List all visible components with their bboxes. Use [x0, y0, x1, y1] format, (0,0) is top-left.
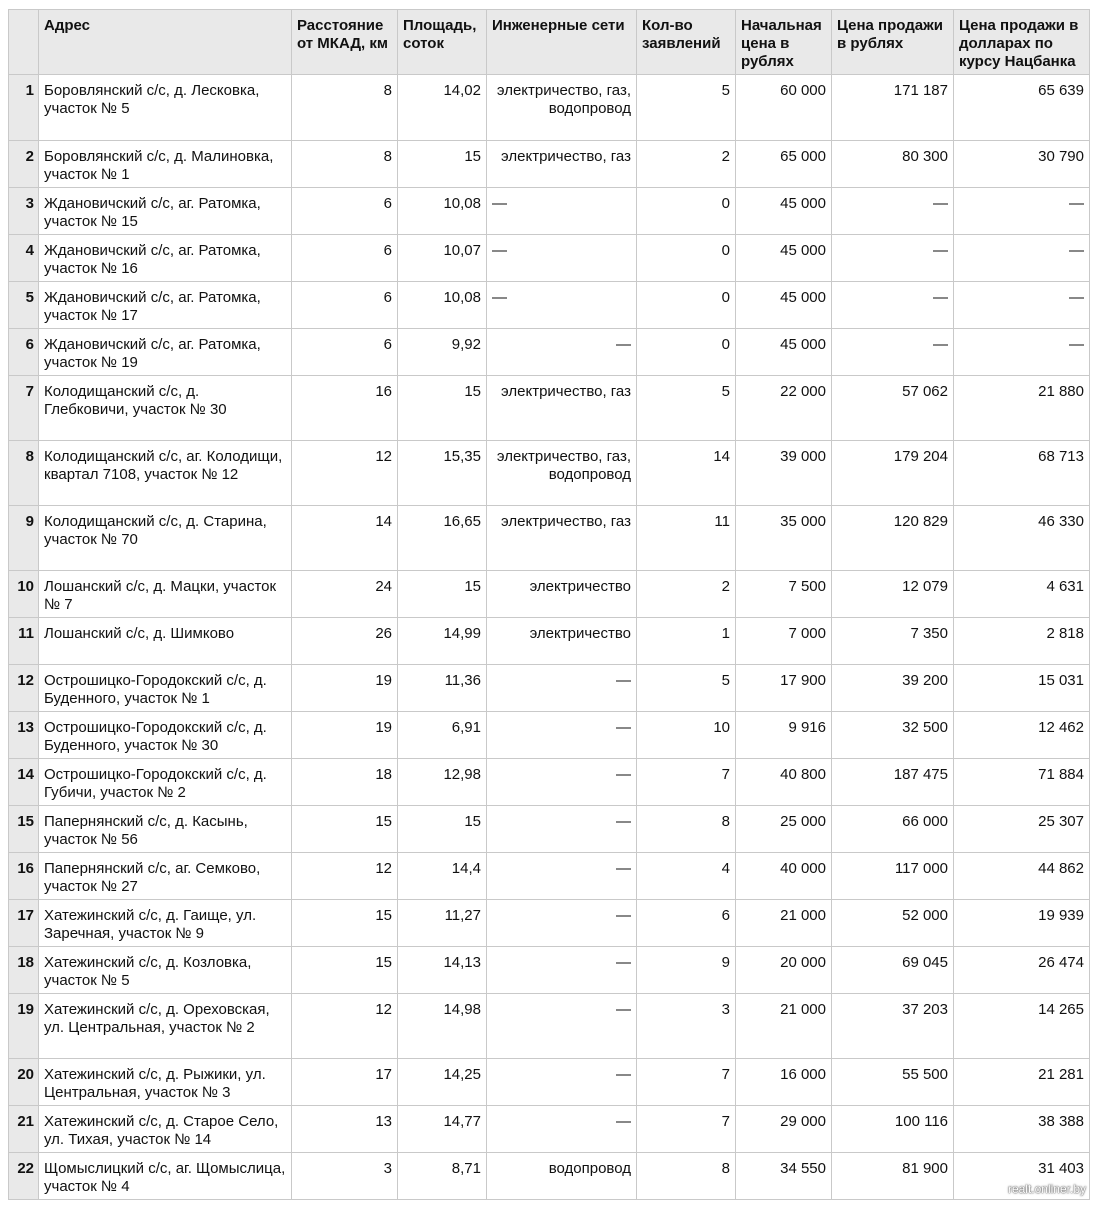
table-body	[9, 75, 1090, 1200]
applications-header: Кол-во заявлений	[637, 10, 736, 75]
distance-cell: 6	[292, 282, 398, 329]
area-cell: 14,13	[398, 947, 487, 994]
start-price-cell: 45 000	[736, 329, 832, 376]
row-index: 2	[9, 141, 39, 188]
utilities-cell: —	[487, 282, 637, 329]
table-row	[9, 618, 1090, 665]
table-row	[9, 506, 1090, 571]
area-cell: 10,07	[398, 235, 487, 282]
sale-price-usd-cell: 65 639	[954, 75, 1090, 141]
table-row	[9, 806, 1090, 853]
distance-cell: 17	[292, 1059, 398, 1106]
area-cell: 15	[398, 141, 487, 188]
address-cell: Ждановичский с/с, аг. Ратомка, участок № 17	[39, 282, 292, 329]
land-plots-table	[8, 9, 1090, 1200]
utilities-header: Инженерные сети	[487, 10, 637, 75]
area-cell: 8,71	[398, 1153, 487, 1200]
utilities-cell: электричество, газ, водопровод	[487, 441, 637, 506]
start-price-cell: 16 000	[736, 1059, 832, 1106]
table-row	[9, 947, 1090, 994]
applications-cell: 0	[637, 329, 736, 376]
area-cell: 14,98	[398, 994, 487, 1059]
row-index: 7	[9, 376, 39, 441]
row-index: 21	[9, 1106, 39, 1153]
distance-cell: 14	[292, 506, 398, 571]
address-cell: Лошанский с/с, д. Мацки, участок № 7	[39, 571, 292, 618]
start-price-cell: 40 000	[736, 853, 832, 900]
start-price-cell: 7 000	[736, 618, 832, 665]
start-price-cell: 17 900	[736, 665, 832, 712]
table-row	[9, 441, 1090, 506]
address-cell: Ждановичский с/с, аг. Ратомка, участок № 15	[39, 188, 292, 235]
start-price-cell: 45 000	[736, 282, 832, 329]
area-cell: 10,08	[398, 188, 487, 235]
address-cell: Ждановичский с/с, аг. Ратомка, участок № 19	[39, 329, 292, 376]
utilities-cell: —	[487, 759, 637, 806]
row-index: 15	[9, 806, 39, 853]
address-cell: Острошицко-Городокский с/с, д. Губичи, участок № 2	[39, 759, 292, 806]
sale-price-usd-cell: 46 330	[954, 506, 1090, 571]
sale-price-usd-cell: 31 403	[954, 1153, 1090, 1200]
table-row	[9, 235, 1090, 282]
applications-cell: 7	[637, 759, 736, 806]
distance-cell: 6	[292, 329, 398, 376]
start-price-cell: 45 000	[736, 235, 832, 282]
utilities-cell: электричество, газ	[487, 141, 637, 188]
table-row	[9, 376, 1090, 441]
address-cell: Колодищанский с/с, д. Старина, участок № 70	[39, 506, 292, 571]
address-cell: Хатежинский с/с, д. Гаище, ул. Заречная, участок № 9	[39, 900, 292, 947]
table-row	[9, 712, 1090, 759]
area-header: Площадь, соток	[398, 10, 487, 75]
distance-cell: 8	[292, 141, 398, 188]
sale-price-usd-cell: 19 939	[954, 900, 1090, 947]
sale-price-rub-cell: 32 500	[832, 712, 954, 759]
table-row	[9, 665, 1090, 712]
table-row	[9, 282, 1090, 329]
utilities-cell: —	[487, 900, 637, 947]
distance-cell: 16	[292, 376, 398, 441]
distance-cell: 12	[292, 994, 398, 1059]
sale-price-usd-cell: 30 790	[954, 141, 1090, 188]
distance-cell: 6	[292, 235, 398, 282]
address-cell: Боровлянский с/с, д. Лесковка, участок № 5	[39, 75, 292, 141]
sale-price-rub-cell: 12 079	[832, 571, 954, 618]
table-row	[9, 571, 1090, 618]
distance-cell: 19	[292, 712, 398, 759]
sale-price-rub-cell: 55 500	[832, 1059, 954, 1106]
utilities-cell: —	[487, 947, 637, 994]
start-price-cell: 60 000	[736, 75, 832, 141]
sale-price-rub-cell: 69 045	[832, 947, 954, 994]
table-row	[9, 141, 1090, 188]
applications-cell: 8	[637, 806, 736, 853]
distance-cell: 12	[292, 441, 398, 506]
row-index: 12	[9, 665, 39, 712]
sale-price-rub-cell: 120 829	[832, 506, 954, 571]
utilities-cell: электричество	[487, 618, 637, 665]
sale-price-rub-cell: 39 200	[832, 665, 954, 712]
utilities-cell: —	[487, 994, 637, 1059]
area-cell: 10,08	[398, 282, 487, 329]
row-index: 6	[9, 329, 39, 376]
area-cell: 14,99	[398, 618, 487, 665]
utilities-cell: —	[487, 665, 637, 712]
sale-price-rub-cell: —	[832, 282, 954, 329]
area-cell: 14,02	[398, 75, 487, 141]
sale-price-usd-cell: 14 265	[954, 994, 1090, 1059]
sale-price-usd-cell: 21 880	[954, 376, 1090, 441]
address-cell: Лошанский с/с, д. Шимково	[39, 618, 292, 665]
start-price-cell: 39 000	[736, 441, 832, 506]
start-price-cell: 29 000	[736, 1106, 832, 1153]
area-cell: 6,91	[398, 712, 487, 759]
distance-cell: 3	[292, 1153, 398, 1200]
applications-cell: 0	[637, 188, 736, 235]
row-index: 20	[9, 1059, 39, 1106]
applications-cell: 8	[637, 1153, 736, 1200]
distance-cell: 15	[292, 806, 398, 853]
applications-cell: 3	[637, 994, 736, 1059]
sale-price-rub-cell: 100 116	[832, 1106, 954, 1153]
area-cell: 15	[398, 806, 487, 853]
row-index: 13	[9, 712, 39, 759]
table-row	[9, 900, 1090, 947]
sale-price-rub-cell: —	[832, 188, 954, 235]
area-cell: 15	[398, 376, 487, 441]
area-cell: 9,92	[398, 329, 487, 376]
sale-price-usd-cell: 2 818	[954, 618, 1090, 665]
applications-cell: 5	[637, 376, 736, 441]
sale-price-rub-header: Цена продажи в рублях	[832, 10, 954, 75]
utilities-cell: водопровод	[487, 1153, 637, 1200]
address-cell: Колодищанский с/с, д. Глебковичи, участок № 30	[39, 376, 292, 441]
sale-price-usd-cell: —	[954, 282, 1090, 329]
row-index: 9	[9, 506, 39, 571]
sale-price-usd-cell: 38 388	[954, 1106, 1090, 1153]
applications-cell: 1	[637, 618, 736, 665]
applications-cell: 9	[637, 947, 736, 994]
distance-cell: 13	[292, 1106, 398, 1153]
row-index: 16	[9, 853, 39, 900]
address-cell: Боровлянский с/с, д. Малиновка, участок № 1	[39, 141, 292, 188]
sale-price-rub-cell: 117 000	[832, 853, 954, 900]
utilities-cell: —	[487, 235, 637, 282]
sale-price-usd-cell: 26 474	[954, 947, 1090, 994]
distance-cell: 19	[292, 665, 398, 712]
utilities-cell: —	[487, 188, 637, 235]
utilities-cell: электричество, газ	[487, 506, 637, 571]
address-cell: Хатежинский с/с, д. Ореховская, ул. Центральная, участок № 2	[39, 994, 292, 1059]
applications-cell: 5	[637, 665, 736, 712]
row-index: 4	[9, 235, 39, 282]
row-index: 10	[9, 571, 39, 618]
sale-price-usd-header: Цена продажи в долларах по курсу Нацбанка	[954, 10, 1090, 75]
sale-price-usd-cell: 68 713	[954, 441, 1090, 506]
watermark: realt.onliner.by	[1007, 1182, 1086, 1196]
utilities-cell: —	[487, 806, 637, 853]
applications-cell: 6	[637, 900, 736, 947]
table-row	[9, 75, 1090, 141]
area-cell: 12,98	[398, 759, 487, 806]
table-row	[9, 994, 1090, 1059]
applications-cell: 4	[637, 853, 736, 900]
start-price-header: Начальная цена в рублях	[736, 10, 832, 75]
sale-price-rub-cell: 187 475	[832, 759, 954, 806]
area-cell: 15	[398, 571, 487, 618]
address-cell: Папернянский с/с, аг. Семково, участок № 27	[39, 853, 292, 900]
sale-price-rub-cell: 66 000	[832, 806, 954, 853]
utilities-cell: —	[487, 329, 637, 376]
table-row	[9, 1106, 1090, 1153]
row-index: 8	[9, 441, 39, 506]
area-cell: 16,65	[398, 506, 487, 571]
sale-price-usd-cell: 12 462	[954, 712, 1090, 759]
start-price-cell: 21 000	[736, 900, 832, 947]
address-cell: Ждановичский с/с, аг. Ратомка, участок № 16	[39, 235, 292, 282]
table-row	[9, 1153, 1090, 1200]
table-row	[9, 853, 1090, 900]
sale-price-rub-cell: —	[832, 235, 954, 282]
sale-price-rub-cell: 7 350	[832, 618, 954, 665]
area-cell: 11,27	[398, 900, 487, 947]
applications-cell: 7	[637, 1106, 736, 1153]
row-index: 22	[9, 1153, 39, 1200]
table-row	[9, 329, 1090, 376]
address-header: Адрес	[39, 10, 292, 75]
distance-cell: 24	[292, 571, 398, 618]
address-cell: Папернянский с/с, д. Касынь, участок № 56	[39, 806, 292, 853]
start-price-cell: 21 000	[736, 994, 832, 1059]
utilities-cell: —	[487, 853, 637, 900]
row-index: 11	[9, 618, 39, 665]
sale-price-rub-cell: 37 203	[832, 994, 954, 1059]
start-price-cell: 22 000	[736, 376, 832, 441]
address-cell: Колодищанский с/с, аг. Колодищи, квартал 7108, участок № 12	[39, 441, 292, 506]
address-cell: Острошицко-Городокский с/с, д. Буденного, участок № 30	[39, 712, 292, 759]
sale-price-rub-cell: 52 000	[832, 900, 954, 947]
distance-cell: 15	[292, 947, 398, 994]
sale-price-usd-cell: —	[954, 188, 1090, 235]
start-price-cell: 45 000	[736, 188, 832, 235]
start-price-cell: 65 000	[736, 141, 832, 188]
start-price-cell: 7 500	[736, 571, 832, 618]
start-price-cell: 20 000	[736, 947, 832, 994]
row-index: 19	[9, 994, 39, 1059]
distance-cell: 18	[292, 759, 398, 806]
address-cell: Щомыслицкий с/с, аг. Щомыслица, участок № 4	[39, 1153, 292, 1200]
table-row	[9, 759, 1090, 806]
area-cell: 11,36	[398, 665, 487, 712]
area-cell: 14,4	[398, 853, 487, 900]
applications-cell: 11	[637, 506, 736, 571]
table-row	[9, 1059, 1090, 1106]
header-row	[9, 10, 1090, 75]
sale-price-rub-cell: 80 300	[832, 141, 954, 188]
applications-cell: 0	[637, 282, 736, 329]
sale-price-usd-cell: —	[954, 235, 1090, 282]
start-price-cell: 40 800	[736, 759, 832, 806]
sale-price-rub-cell: 179 204	[832, 441, 954, 506]
index-header	[9, 10, 39, 75]
address-cell: Хатежинский с/с, д. Старое Село, ул. Тихая, участок № 14	[39, 1106, 292, 1153]
sale-price-usd-cell: 15 031	[954, 665, 1090, 712]
sale-price-usd-cell: 4 631	[954, 571, 1090, 618]
start-price-cell: 34 550	[736, 1153, 832, 1200]
row-index: 17	[9, 900, 39, 947]
row-index: 5	[9, 282, 39, 329]
sale-price-usd-cell: 25 307	[954, 806, 1090, 853]
sale-price-usd-cell: —	[954, 329, 1090, 376]
start-price-cell: 25 000	[736, 806, 832, 853]
applications-cell: 10	[637, 712, 736, 759]
start-price-cell: 35 000	[736, 506, 832, 571]
address-cell: Острошицко-Городокский с/с, д. Буденного, участок № 1	[39, 665, 292, 712]
applications-cell: 7	[637, 1059, 736, 1106]
utilities-cell: —	[487, 1059, 637, 1106]
applications-cell: 5	[637, 75, 736, 141]
applications-cell: 2	[637, 571, 736, 618]
address-cell: Хатежинский с/с, д. Козловка, участок № 5	[39, 947, 292, 994]
area-cell: 14,77	[398, 1106, 487, 1153]
row-index: 3	[9, 188, 39, 235]
distance-cell: 12	[292, 853, 398, 900]
sale-price-usd-cell: 71 884	[954, 759, 1090, 806]
distance-cell: 26	[292, 618, 398, 665]
utilities-cell: —	[487, 1106, 637, 1153]
start-price-cell: 9 916	[736, 712, 832, 759]
utilities-cell: —	[487, 712, 637, 759]
row-index: 1	[9, 75, 39, 141]
utilities-cell: электричество, газ, водопровод	[487, 75, 637, 141]
area-cell: 15,35	[398, 441, 487, 506]
distance-cell: 6	[292, 188, 398, 235]
sale-price-usd-cell: 44 862	[954, 853, 1090, 900]
applications-cell: 2	[637, 141, 736, 188]
sale-price-rub-cell: 57 062	[832, 376, 954, 441]
applications-cell: 14	[637, 441, 736, 506]
table-row	[9, 188, 1090, 235]
area-cell: 14,25	[398, 1059, 487, 1106]
row-index: 14	[9, 759, 39, 806]
row-index: 18	[9, 947, 39, 994]
sale-price-usd-cell: 21 281	[954, 1059, 1090, 1106]
utilities-cell: электричество, газ	[487, 376, 637, 441]
utilities-cell: электричество	[487, 571, 637, 618]
address-cell: Хатежинский с/с, д. Рыжики, ул. Центральная, участок № 3	[39, 1059, 292, 1106]
distance-cell: 8	[292, 75, 398, 141]
distance-header: Расстояние от МКАД, км	[292, 10, 398, 75]
sale-price-rub-cell: —	[832, 329, 954, 376]
sale-price-rub-cell: 171 187	[832, 75, 954, 141]
applications-cell: 0	[637, 235, 736, 282]
sale-price-rub-cell: 81 900	[832, 1153, 954, 1200]
distance-cell: 15	[292, 900, 398, 947]
